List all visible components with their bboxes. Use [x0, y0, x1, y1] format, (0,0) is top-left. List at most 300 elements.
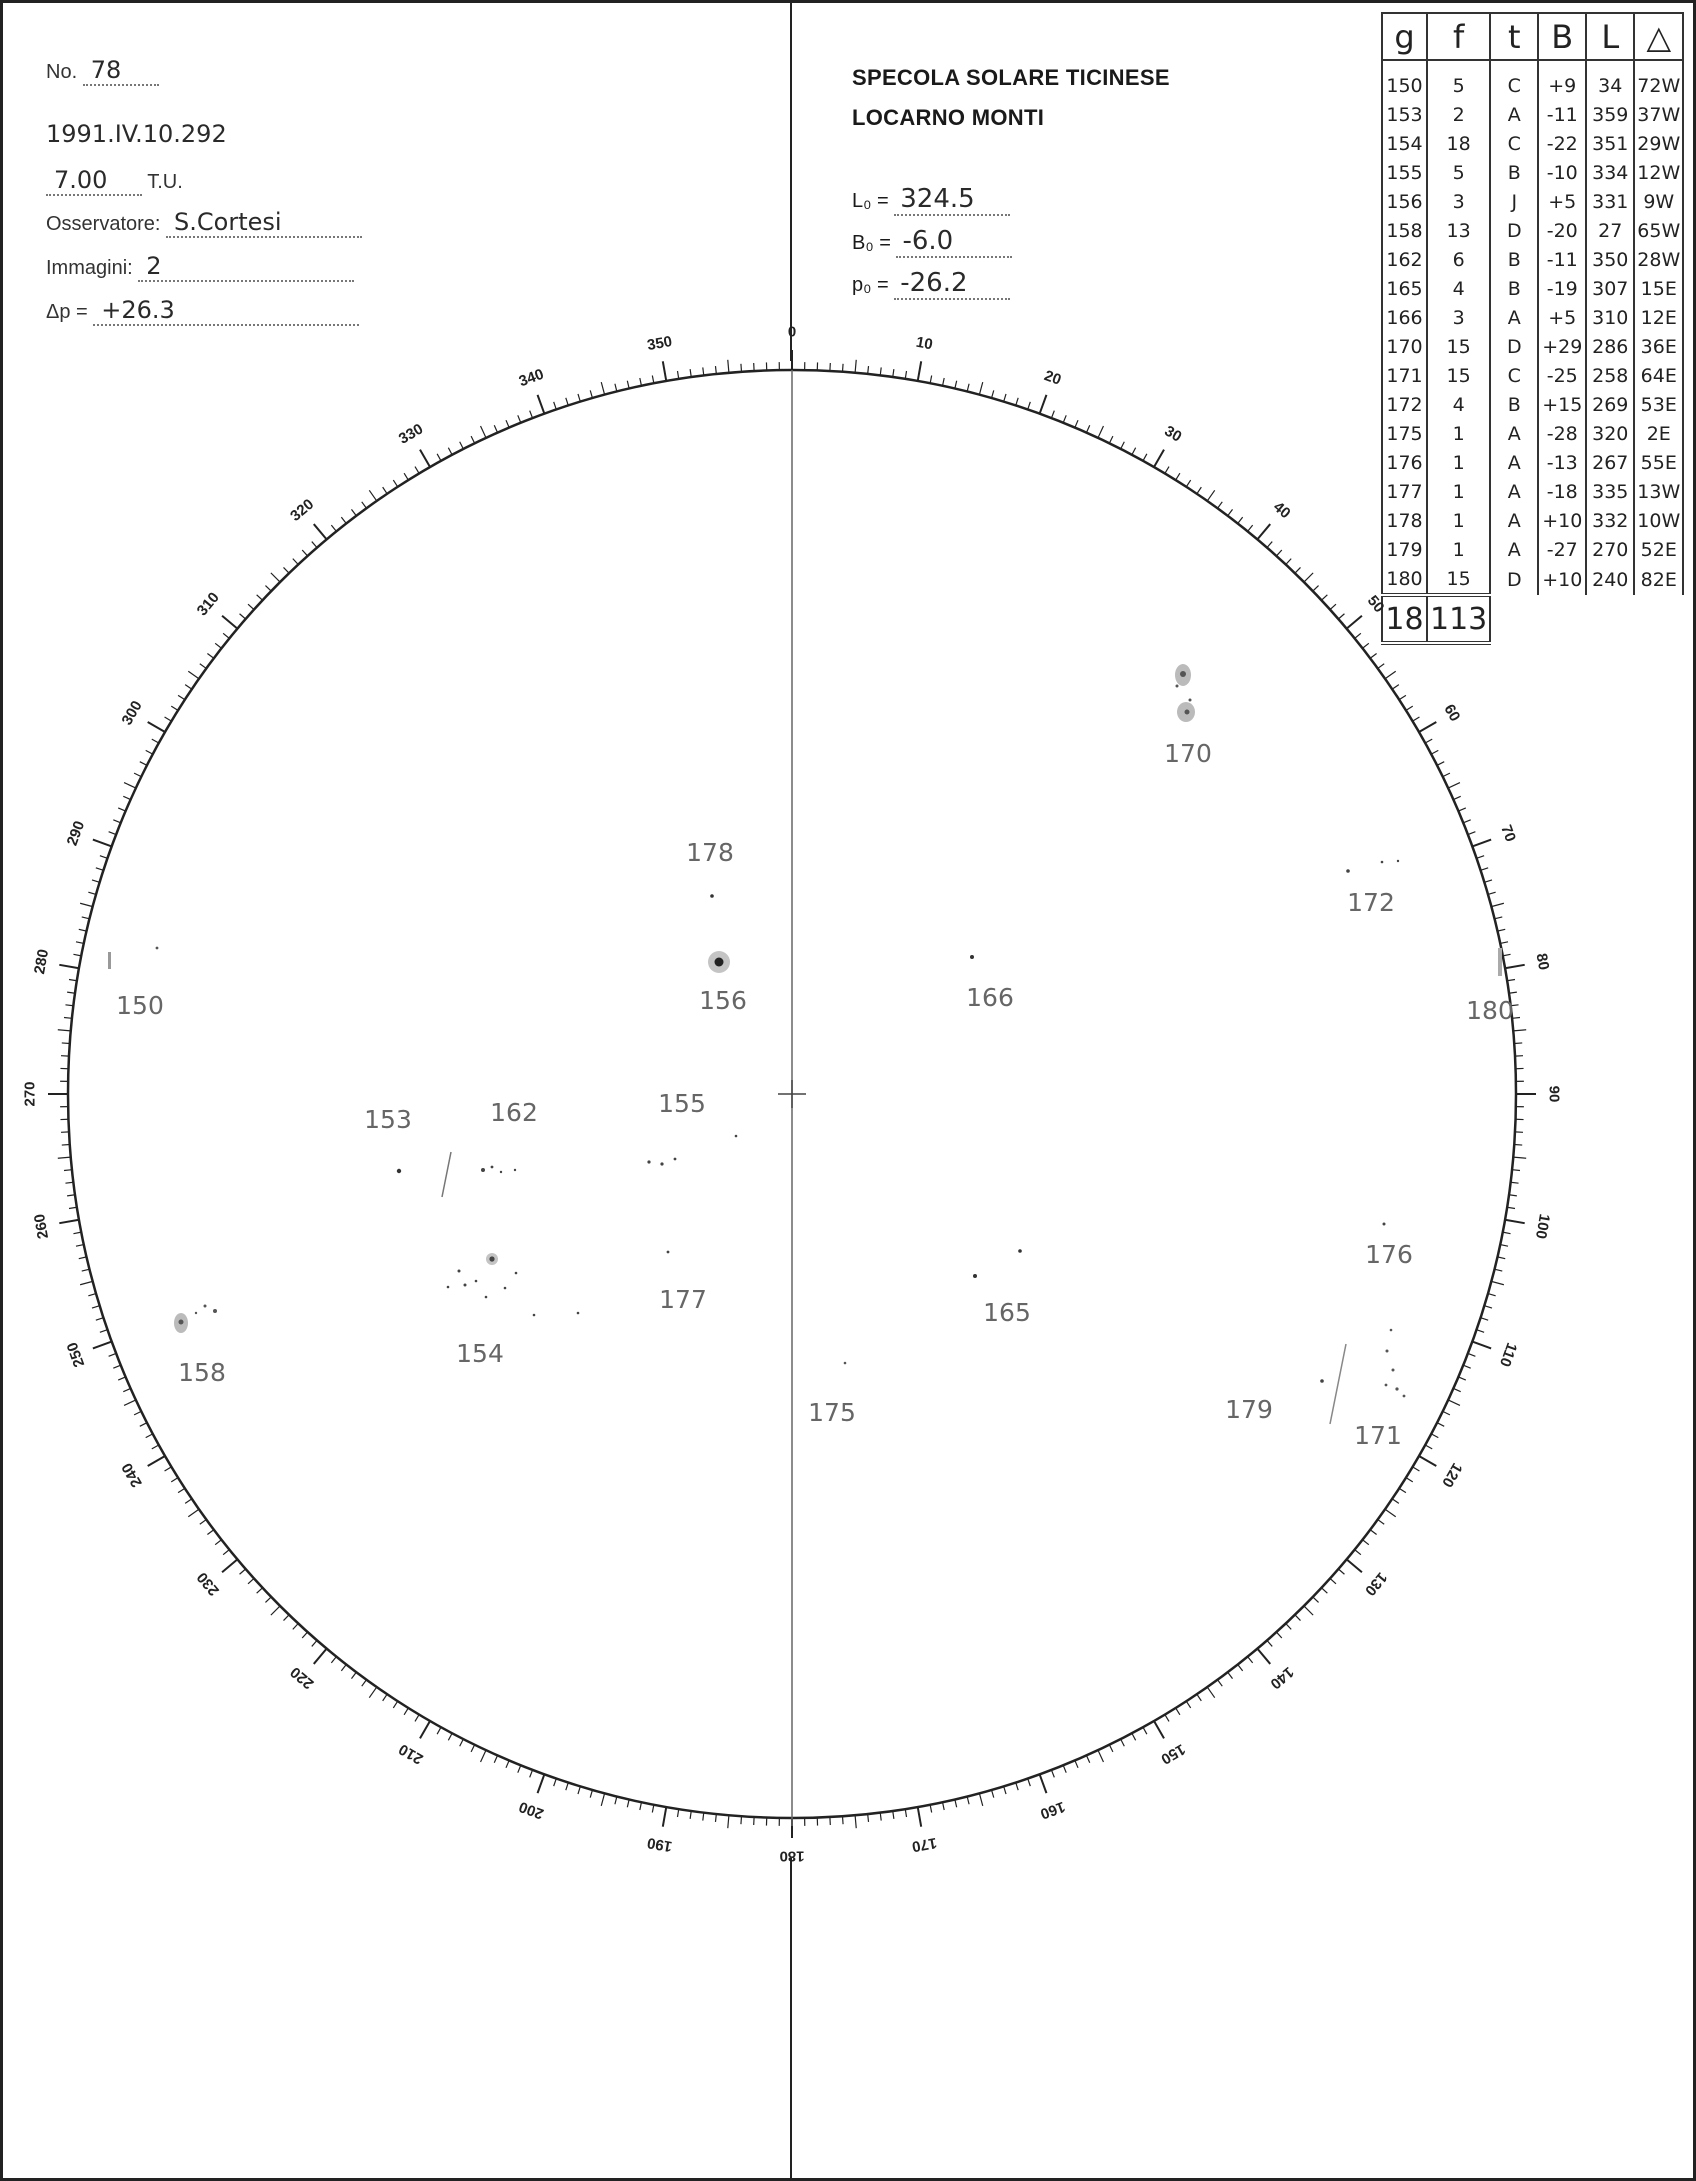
dial-tick — [188, 671, 199, 678]
dial-tick — [88, 892, 96, 894]
dial-tick — [148, 722, 165, 732]
dial-tick — [215, 1540, 221, 1545]
cell-b: -10 — [1538, 158, 1586, 187]
sunspot-group-156 — [708, 951, 730, 973]
dial-tick — [1016, 1783, 1018, 1791]
dial-tick — [79, 929, 87, 931]
dial-tick — [868, 1814, 869, 1822]
cell-l: 335 — [1586, 477, 1634, 506]
dial-tick — [165, 1467, 172, 1471]
sunspot-group-172 — [1346, 860, 1399, 873]
dial-tick — [905, 371, 906, 379]
dial-tick — [518, 1765, 521, 1772]
dial-label: 160 — [1037, 1797, 1068, 1823]
dial-tick — [1197, 487, 1201, 494]
dial-tick — [92, 880, 100, 882]
cell-b: +29 — [1538, 332, 1586, 361]
cell-l: 332 — [1586, 506, 1634, 535]
dial-tick — [265, 1597, 271, 1603]
dial-tick — [215, 643, 221, 648]
dial-label: 340 — [516, 365, 547, 391]
dial-tick — [223, 633, 229, 638]
dial-tick — [415, 1715, 419, 1722]
dial-tick — [979, 1793, 982, 1806]
cell-g: 166 — [1382, 303, 1427, 332]
cell-f: 3 — [1427, 303, 1490, 332]
dial-tick — [1154, 1721, 1164, 1738]
dial-tick — [1267, 1640, 1272, 1646]
dial-tick — [200, 664, 206, 669]
dial-tick — [123, 796, 130, 799]
cell-delta: 65W — [1634, 216, 1683, 245]
dial-tick — [1248, 1657, 1253, 1663]
dial-tick — [1132, 448, 1136, 455]
cell-b: -28 — [1538, 419, 1586, 448]
cell-t: B — [1490, 158, 1538, 187]
cell-b: +10 — [1538, 564, 1586, 595]
dial-tick — [1419, 722, 1436, 732]
dial-tick — [1463, 820, 1470, 823]
cell-b: -19 — [1538, 274, 1586, 303]
sunspots — [108, 664, 1502, 1424]
dial-tick — [1392, 1499, 1399, 1503]
cell-delta: 10W — [1634, 506, 1683, 535]
dial-tick — [843, 1816, 844, 1824]
dial-label: 110 — [1495, 1340, 1521, 1369]
dial-tick — [362, 502, 367, 508]
cell-t: A — [1490, 506, 1538, 535]
dial-tick — [140, 1423, 147, 1427]
dial-tick — [1276, 550, 1281, 556]
dial-tick — [1051, 411, 1054, 418]
group-label-172: 172 — [1347, 888, 1395, 917]
dial-tick — [905, 1809, 906, 1817]
group-label-166: 166 — [966, 983, 1014, 1012]
dial-tick — [1484, 880, 1492, 882]
dial-tick — [518, 415, 521, 422]
dial-tick — [590, 390, 592, 398]
dial-label: 200 — [516, 1797, 547, 1823]
dial-tick — [1505, 1220, 1525, 1223]
dial-label: 60 — [1440, 701, 1464, 725]
dial-tick — [728, 360, 729, 373]
dial-tick — [185, 685, 192, 689]
dial-tick — [1497, 929, 1505, 931]
dial-tick — [471, 436, 475, 443]
dial-tick — [67, 1195, 75, 1196]
dial-tick — [1257, 1649, 1270, 1664]
cell-g: 150 — [1382, 60, 1427, 100]
time-unit: T.U. — [147, 171, 183, 193]
dial-tick — [566, 1783, 568, 1791]
cell-delta: 82E — [1634, 564, 1683, 595]
dial-tick — [930, 375, 932, 383]
dial-label: 220 — [287, 1663, 318, 1693]
dial-tick — [1512, 1170, 1520, 1171]
dial-tick — [393, 480, 397, 487]
cell-delta: 36E — [1634, 332, 1683, 361]
dial-tick — [93, 1342, 112, 1349]
dial-label: 120 — [1438, 1459, 1466, 1491]
dial-tick — [918, 1807, 921, 1827]
group-label-155: 155 — [658, 1089, 706, 1118]
group-label-177: 177 — [659, 1285, 707, 1314]
cell-f: 6 — [1427, 245, 1490, 274]
dial-tick — [1488, 892, 1496, 894]
dial-tick — [113, 820, 120, 823]
dial-tick — [1304, 1606, 1313, 1615]
group-label-158: 158 — [178, 1358, 226, 1387]
cell-t: A — [1490, 477, 1538, 506]
dial-tick — [1165, 467, 1169, 474]
dial-label: 30 — [1161, 422, 1185, 446]
dial-tick — [627, 1799, 629, 1807]
dial-tick — [109, 1353, 116, 1356]
col-header-delta: △ — [1634, 13, 1683, 60]
cell-b: -27 — [1538, 535, 1586, 564]
cell-l: 350 — [1586, 245, 1634, 274]
cell-l: 320 — [1586, 419, 1634, 448]
dial-tick — [1176, 1708, 1180, 1715]
cell-f: 1 — [1427, 535, 1490, 564]
delta-p-label: Δp = — [46, 301, 88, 323]
dial-tick — [741, 1816, 742, 1824]
dial-tick — [741, 364, 742, 372]
dial-tick — [1511, 1182, 1519, 1183]
dial-tick — [1098, 426, 1103, 438]
dial-tick — [1075, 420, 1078, 427]
dial-tick — [690, 1811, 691, 1819]
dial-tick — [1509, 1195, 1517, 1196]
dial-tick — [1098, 1750, 1103, 1762]
cell-delta: 12W — [1634, 158, 1683, 187]
cell-l: 359 — [1586, 100, 1634, 129]
dial-tick — [1443, 773, 1450, 777]
dial-label: 130 — [1361, 1568, 1391, 1599]
dial-label: 100 — [1531, 1212, 1553, 1241]
dial-label: 290 — [63, 818, 89, 849]
cell-l: 27 — [1586, 216, 1634, 245]
dial-tick — [1453, 1388, 1460, 1391]
dial-tick — [1494, 917, 1502, 919]
dial-tick — [640, 378, 642, 386]
dial-tick — [165, 717, 172, 721]
dial-tick — [65, 1182, 73, 1183]
cell-g: 176 — [1382, 448, 1427, 477]
dial-tick — [1286, 1624, 1291, 1630]
dial-tick — [96, 868, 104, 870]
cell-delta: 12E — [1634, 303, 1683, 332]
dial-tick — [663, 1807, 666, 1827]
dial-tick — [1207, 490, 1214, 501]
sunspot-group-180 — [1498, 948, 1502, 976]
dial-tick — [93, 840, 112, 847]
dial-tick — [1509, 992, 1517, 993]
cell-delta: 13W — [1634, 477, 1683, 506]
dial-tick — [1063, 1765, 1066, 1772]
cell-f: 1 — [1427, 506, 1490, 535]
dial-tick — [1443, 1411, 1450, 1415]
group-label-170: 170 — [1164, 739, 1212, 768]
delta-p-value: +26.3 — [93, 296, 359, 326]
dial-tick — [1295, 1615, 1301, 1621]
dial-tick — [1370, 1530, 1376, 1535]
dial-tick — [1458, 1377, 1465, 1380]
p0-value: -26.2 — [894, 268, 1010, 300]
sunspot-group-166 — [970, 955, 974, 959]
dial-tick — [59, 965, 79, 968]
cell-g: 162 — [1382, 245, 1427, 274]
dial-tick — [627, 381, 629, 389]
dial-tick — [1472, 1342, 1491, 1349]
cell-delta: 64E — [1634, 361, 1683, 390]
cell-g: 170 — [1382, 332, 1427, 361]
dial-tick — [1165, 1715, 1169, 1722]
dial-tick — [1154, 450, 1164, 467]
dial-tick — [271, 573, 280, 582]
cell-l: 331 — [1586, 187, 1634, 216]
sunspot-group-177 — [667, 1251, 670, 1254]
cell-delta: 55E — [1634, 448, 1683, 477]
dial-tick — [1086, 1755, 1089, 1762]
time-value: 7.00 — [46, 166, 142, 196]
cell-g: 165 — [1382, 274, 1427, 303]
cell-delta: 28W — [1634, 245, 1683, 274]
dial-tick — [284, 1615, 290, 1621]
dial-tick — [1304, 573, 1313, 582]
cell-b: +9 — [1538, 60, 1586, 100]
dial-tick — [1472, 840, 1491, 847]
cell-l: 351 — [1586, 129, 1634, 158]
dial-tick — [240, 614, 246, 619]
dial-label: 270 — [21, 1081, 39, 1107]
cell-l: 334 — [1586, 158, 1634, 187]
dial-tick — [615, 1796, 617, 1804]
cell-g: 154 — [1382, 129, 1427, 158]
dial-tick — [1257, 524, 1270, 539]
dial-tick — [58, 1030, 71, 1031]
sunspot-group-153 — [397, 1169, 401, 1173]
dial-tick — [351, 509, 356, 515]
dial-tick — [1028, 402, 1031, 410]
cell-g: 177 — [1382, 477, 1427, 506]
dial-label: 190 — [645, 1833, 674, 1855]
dial-tick — [1197, 1694, 1201, 1701]
dial-tick — [223, 1550, 229, 1555]
dial-tick — [64, 1017, 72, 1018]
dial-tick — [351, 1672, 356, 1678]
cell-t: A — [1490, 419, 1538, 448]
dial-tick — [578, 394, 580, 402]
group-label-153: 153 — [364, 1105, 412, 1134]
dial-tick — [1385, 671, 1396, 678]
dial-tick — [79, 1257, 87, 1259]
dial-tick — [1004, 1786, 1006, 1794]
dial-tick — [1176, 473, 1180, 480]
dial-tick — [554, 402, 557, 410]
dial-tick — [1075, 1760, 1078, 1767]
dial-tick — [530, 411, 533, 418]
dial-tick — [146, 750, 153, 754]
dial-tick — [880, 367, 881, 375]
dial-tick — [383, 1694, 387, 1701]
group-label-165: 165 — [983, 1298, 1031, 1327]
dial-tick — [59, 1220, 79, 1223]
cell-delta: 52E — [1634, 535, 1683, 564]
dial-tick — [1330, 1578, 1336, 1583]
dial-tick — [967, 1796, 969, 1804]
sunspot-group-171 — [1330, 1329, 1405, 1424]
cell-t: J — [1490, 187, 1538, 216]
col-header-b: B — [1538, 13, 1586, 60]
group-labels — [116, 739, 1514, 1450]
dial-tick — [118, 808, 125, 811]
cell-g: 153 — [1382, 100, 1427, 129]
dial-tick — [109, 832, 116, 835]
dial-label: 310 — [193, 589, 223, 620]
dial-tick — [420, 1721, 430, 1738]
cell-l: 310 — [1586, 303, 1634, 332]
cell-b: -18 — [1538, 477, 1586, 506]
dial-tick — [590, 1790, 592, 1798]
dial-tick — [1399, 1488, 1406, 1492]
dial-tick — [64, 1170, 72, 1171]
group-label-179: 179 — [1225, 1395, 1273, 1424]
dial-tick — [1500, 942, 1508, 944]
dial-tick — [1425, 1445, 1432, 1449]
dial-tick — [222, 616, 237, 629]
dial-tick — [868, 366, 869, 374]
cell-b: -11 — [1538, 100, 1586, 129]
dial-tick — [1186, 480, 1190, 487]
dial-tick — [69, 1207, 77, 1208]
dial-tick — [1218, 1680, 1223, 1686]
dial-tick — [207, 1530, 213, 1535]
dial-tick — [1378, 1520, 1384, 1525]
observation-date: 1991.IV.10.292 — [46, 120, 227, 148]
dial-tick — [992, 1790, 994, 1798]
dial-label: 90 — [1545, 1085, 1563, 1103]
cell-b: -11 — [1538, 245, 1586, 274]
dial-tick — [715, 1814, 716, 1822]
dial-tick — [979, 382, 982, 395]
dial-tick — [448, 448, 452, 455]
images-label: Immagini: — [46, 257, 133, 279]
total-groups: 18 — [1382, 595, 1427, 643]
cell-l: 240 — [1586, 564, 1634, 595]
dial-tick — [703, 1813, 704, 1821]
dial-tick — [134, 773, 141, 777]
dial-tick — [152, 1445, 159, 1449]
sunspot-group-170 — [1175, 664, 1195, 722]
dial-tick — [178, 1488, 185, 1492]
dial-tick — [1494, 1269, 1502, 1271]
dial-tick — [58, 1157, 71, 1158]
dial-tick — [481, 1750, 486, 1762]
dial-tick — [82, 1269, 90, 1271]
dial-tick — [1121, 1739, 1125, 1746]
dial-tick — [1453, 796, 1460, 799]
dial-tick — [80, 1281, 93, 1284]
group-label-171: 171 — [1354, 1421, 1402, 1450]
dial-tick — [1295, 567, 1301, 573]
cell-t: A — [1490, 100, 1538, 129]
dial-tick — [341, 1665, 346, 1671]
dial-tick — [652, 375, 654, 383]
cell-f: 15 — [1427, 361, 1490, 390]
dial-tick — [1507, 1207, 1515, 1208]
cell-delta: 9W — [1634, 187, 1683, 216]
dial-tick — [843, 364, 844, 372]
number-value: 78 — [83, 56, 159, 86]
dial-tick — [362, 1680, 367, 1686]
dial-tick — [80, 903, 93, 906]
cell-delta: 53E — [1634, 390, 1683, 419]
cell-t: D — [1490, 216, 1538, 245]
group-label-176: 176 — [1365, 1240, 1413, 1269]
cell-g: 156 — [1382, 187, 1427, 216]
cell-delta: 2E — [1634, 419, 1683, 448]
dial-tick — [460, 1739, 464, 1746]
dial-tick — [1513, 1157, 1526, 1158]
cell-delta: 72W — [1634, 60, 1683, 100]
dial-label: 250 — [63, 1339, 89, 1370]
dial-label: 20 — [1041, 367, 1064, 389]
dial-tick — [207, 653, 213, 658]
dial-label: 180 — [779, 1847, 805, 1865]
dial-tick — [171, 1478, 178, 1482]
dial-tick — [715, 366, 716, 374]
dial-tick — [369, 490, 376, 501]
dial-tick — [640, 1802, 642, 1810]
dial-label: 70 — [1497, 822, 1519, 845]
dial-tick — [1121, 442, 1125, 449]
cell-g: 171 — [1382, 361, 1427, 390]
dial-tick — [1355, 633, 1361, 638]
observatory-name: SPECOLA SOLARE TICINESE — [852, 65, 1170, 90]
dial-tick — [140, 762, 147, 766]
dial-tick — [188, 1509, 199, 1516]
dial-tick — [1497, 1257, 1505, 1259]
dial-tick — [1477, 1330, 1485, 1333]
dial-tick — [1286, 559, 1291, 565]
dial-tick — [615, 384, 617, 392]
dial-tick — [663, 361, 666, 381]
cell-l: 270 — [1586, 535, 1634, 564]
cell-t: B — [1490, 390, 1538, 419]
cell-b: -25 — [1538, 361, 1586, 390]
dial-tick — [506, 1760, 509, 1767]
dial-label: 330 — [395, 420, 427, 448]
dial-tick — [314, 524, 327, 539]
dial-tick — [1507, 979, 1515, 980]
dial-label: 210 — [395, 1740, 427, 1768]
cell-l: 269 — [1586, 390, 1634, 419]
dial-label: 260 — [31, 1212, 53, 1241]
cell-t: C — [1490, 129, 1538, 158]
dial-tick — [240, 1569, 246, 1574]
dial-tick — [1347, 1559, 1362, 1572]
sunspot-group-150 — [108, 947, 158, 969]
dial-tick — [178, 695, 185, 699]
dial-tick — [302, 550, 307, 556]
dial-label: 150 — [1157, 1740, 1189, 1768]
dial-tick — [538, 1774, 545, 1793]
dial-tick — [481, 426, 486, 438]
dial-tick — [1468, 832, 1475, 835]
dial-tick — [437, 1727, 441, 1734]
dial-tick — [1143, 454, 1147, 461]
